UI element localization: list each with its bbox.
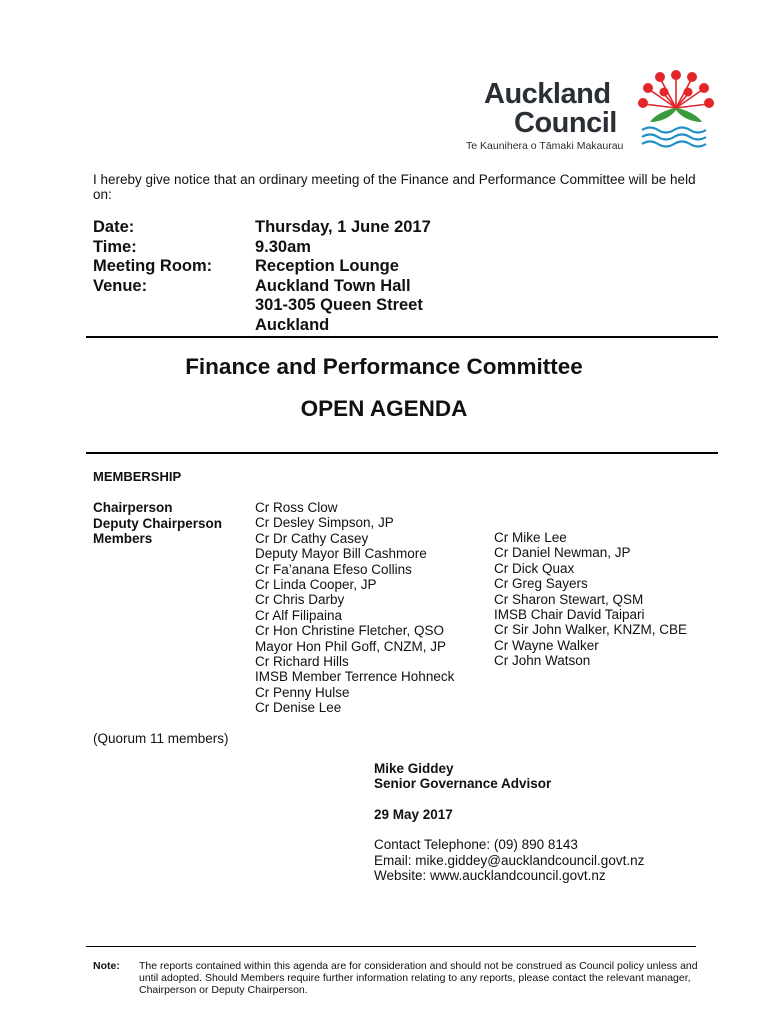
agenda-title: OPEN AGENDA <box>300 396 468 421</box>
room-label: Meeting Room: <box>93 257 213 276</box>
member-name: Cr Hon Christine Fletcher, QSO <box>255 623 445 639</box>
note-label: Note: <box>93 960 120 972</box>
venue-row-2 <box>93 296 431 316</box>
committee-title: Finance and Performance Committee <box>185 354 583 379</box>
role-label: Chairperson <box>93 500 173 515</box>
roles-list <box>93 500 222 547</box>
venue-city: Auckland <box>255 315 330 334</box>
member-name: Cr Alf Filipaina <box>255 607 343 623</box>
time-row <box>93 238 431 258</box>
meeting-notice: I hereby give notice that an ordinary meeting of the Finance and Performance Committee will be held on: <box>93 172 696 202</box>
role-label: Members <box>93 531 153 546</box>
member-name: Cr Richard Hills <box>255 654 349 670</box>
date-value: Thursday, 1 June 2017 <box>255 218 431 236</box>
venue-row-3 <box>93 316 431 336</box>
member-name: Cr Dr Cathy Casey <box>255 530 369 546</box>
member-name: Cr Daniel Newman, JP <box>494 545 631 561</box>
room-value: Reception Lounge <box>255 257 399 276</box>
member-name: Cr Fa’anana Efeso Collins <box>255 561 412 577</box>
signoff-name: Mike Giddey <box>374 761 454 776</box>
member-name: Cr John Watson <box>494 653 591 669</box>
note-text: The reports contained within this agenda are for consideration and should not be construed as Council policy unless and until adopted. Should Members require further information relating to any reports, please contact the relevant manager, Chairperson or Deputy Chairperson. <box>139 960 698 996</box>
member-name: Cr Desley Simpson, JP <box>255 515 394 531</box>
member-name: IMSB Chair David Taipari <box>494 607 645 623</box>
membership-heading: MEMBERSHIP <box>93 469 182 484</box>
members-column-1 <box>255 500 454 716</box>
venue-street: 301-305 Queen Street <box>255 296 423 315</box>
member-name: Cr Sir John Walker, KNZM, CBE <box>494 622 688 638</box>
signoff-date: 29 May 2017 <box>374 806 453 822</box>
meeting-details <box>93 218 431 336</box>
member-name: Cr Dick Quax <box>494 560 575 576</box>
member-name: Cr Chris Darby <box>255 592 345 608</box>
member-name: Cr Penny Hulse <box>255 684 350 700</box>
member-name: Cr Wayne Walker <box>494 637 599 653</box>
date-row <box>93 218 431 238</box>
room-row <box>93 257 431 277</box>
venue-label: Venue: <box>93 276 148 295</box>
divider-top <box>86 336 718 338</box>
contact-telephone: Contact Telephone: (09) 890 8143 <box>374 837 578 853</box>
member-name: Mayor Hon Phil Goff, CNZM, JP <box>255 638 447 654</box>
member-name: Cr Linda Cooper, JP <box>255 577 377 593</box>
time-label: Time: <box>93 237 137 256</box>
member-name: Cr Denise Lee <box>255 700 342 716</box>
member-name: Deputy Mayor Bill Cashmore <box>255 546 427 562</box>
venue-row <box>93 277 431 297</box>
logo-wordmark: Auckland Council <box>484 78 617 139</box>
logo-tagline: Te Kaunihera o Tāmaki Makaurau <box>466 140 624 152</box>
member-name: Cr Mike Lee <box>494 530 567 545</box>
member-name: Cr Sharon Stewart, QSM <box>494 591 644 607</box>
member-name: Cr Greg Sayers <box>494 576 588 592</box>
time-value: 9.30am <box>255 237 311 256</box>
signoff-block <box>374 761 644 883</box>
members-column-2 <box>494 530 687 669</box>
pohutukawa-icon <box>636 66 716 156</box>
quorum-text: (Quorum 11 members) <box>93 731 229 746</box>
date-label: Date: <box>93 218 135 236</box>
venue-value: Auckland Town Hall <box>255 276 411 295</box>
member-name: Cr Ross Clow <box>255 500 338 515</box>
auckland-council-logo <box>460 66 720 156</box>
member-name: IMSB Member Terrence Hohneck <box>255 669 455 685</box>
signoff-position: Senior Governance Advisor <box>374 776 552 792</box>
role-label: Deputy Chairperson <box>93 515 223 531</box>
divider-bottom <box>86 452 718 454</box>
contact-email[interactable]: Email: mike.giddey@aucklandcouncil.govt.nz <box>374 852 645 868</box>
footer-divider <box>86 946 696 947</box>
contact-website[interactable]: Website: www.aucklandcouncil.govt.nz <box>374 868 606 884</box>
